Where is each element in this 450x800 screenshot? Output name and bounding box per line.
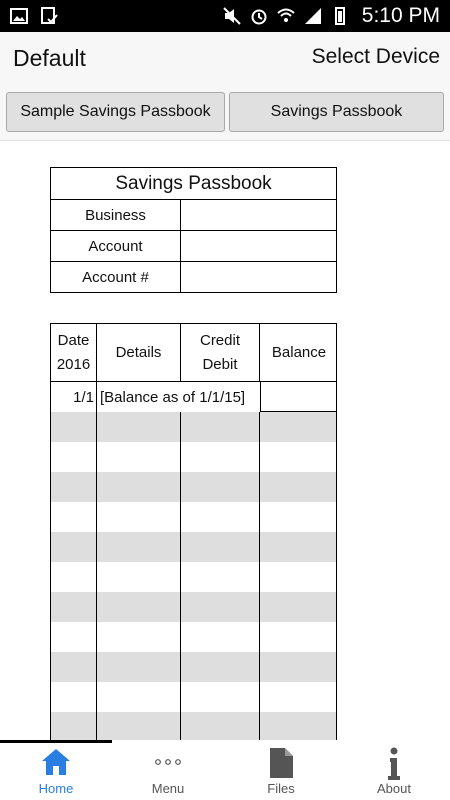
passbook-title: Savings Passbook	[51, 168, 337, 200]
column-header-date-line1: Date	[57, 331, 90, 349]
ledger-table[interactable]	[50, 323, 337, 743]
status-time: 5:10 PM	[361, 4, 440, 27]
ledger-row[interactable]	[51, 712, 337, 742]
bottom-nav	[0, 740, 450, 800]
column-header-credit: Credit	[199, 331, 240, 349]
alarm-icon	[250, 7, 268, 25]
select-device-button[interactable]: Select Device	[311, 45, 440, 68]
mute-icon	[223, 7, 241, 25]
ledger-row[interactable]	[51, 532, 337, 562]
column-header-credit-debit	[181, 324, 259, 381]
business-field[interactable]	[181, 200, 337, 231]
file-icon	[265, 747, 297, 779]
column-header-date	[51, 324, 96, 381]
nav-menu[interactable]	[112, 740, 224, 800]
ledger-row[interactable]	[51, 652, 337, 682]
column-header-balance: Balance	[271, 343, 327, 361]
tab-savings-passbook[interactable]: Savings Passbook	[229, 92, 444, 132]
nav-files-label: Files	[267, 781, 295, 796]
column-header-details: Details	[115, 343, 162, 361]
passbook-header-table	[50, 167, 337, 293]
status-bar	[0, 0, 450, 32]
nav-home-label: Home	[38, 781, 74, 796]
tab-bar	[0, 88, 450, 141]
signal-icon	[304, 7, 322, 25]
nav-menu-label: Menu	[151, 781, 185, 796]
account-field[interactable]	[181, 231, 337, 262]
ledger-cell-date[interactable]: 1/1	[73, 388, 94, 406]
account-number-label: Account #	[51, 262, 181, 293]
tab-sample-savings-passbook[interactable]: Sample Savings Passbook	[6, 92, 225, 132]
image-icon	[10, 7, 28, 25]
page-title: Default	[13, 45, 86, 71]
column-divider	[96, 324, 97, 743]
nav-about-label: About	[377, 781, 411, 796]
business-label: Business	[51, 200, 181, 231]
ledger-row[interactable]	[51, 592, 337, 622]
account-number-field[interactable]	[181, 262, 337, 293]
ledger-row[interactable]	[51, 472, 337, 502]
ledger-cell-details[interactable]: [Balance as of 1/1/15]	[100, 382, 260, 412]
clipboard-check-icon	[40, 7, 58, 25]
nav-home[interactable]	[0, 740, 112, 800]
wifi-icon	[277, 7, 295, 25]
column-header-debit: Debit	[202, 355, 238, 373]
nav-about[interactable]	[338, 740, 450, 800]
app-bar	[0, 32, 450, 88]
ledger-row[interactable]	[51, 412, 337, 442]
column-header-date-line2: 2016	[56, 355, 91, 373]
account-label: Account	[51, 231, 181, 262]
info-icon	[378, 747, 410, 781]
home-icon	[40, 747, 72, 777]
nav-files[interactable]	[225, 740, 337, 800]
more-dots-icon	[152, 747, 184, 777]
battery-icon	[331, 7, 349, 25]
ledger-cell-balance[interactable]	[260, 382, 337, 412]
